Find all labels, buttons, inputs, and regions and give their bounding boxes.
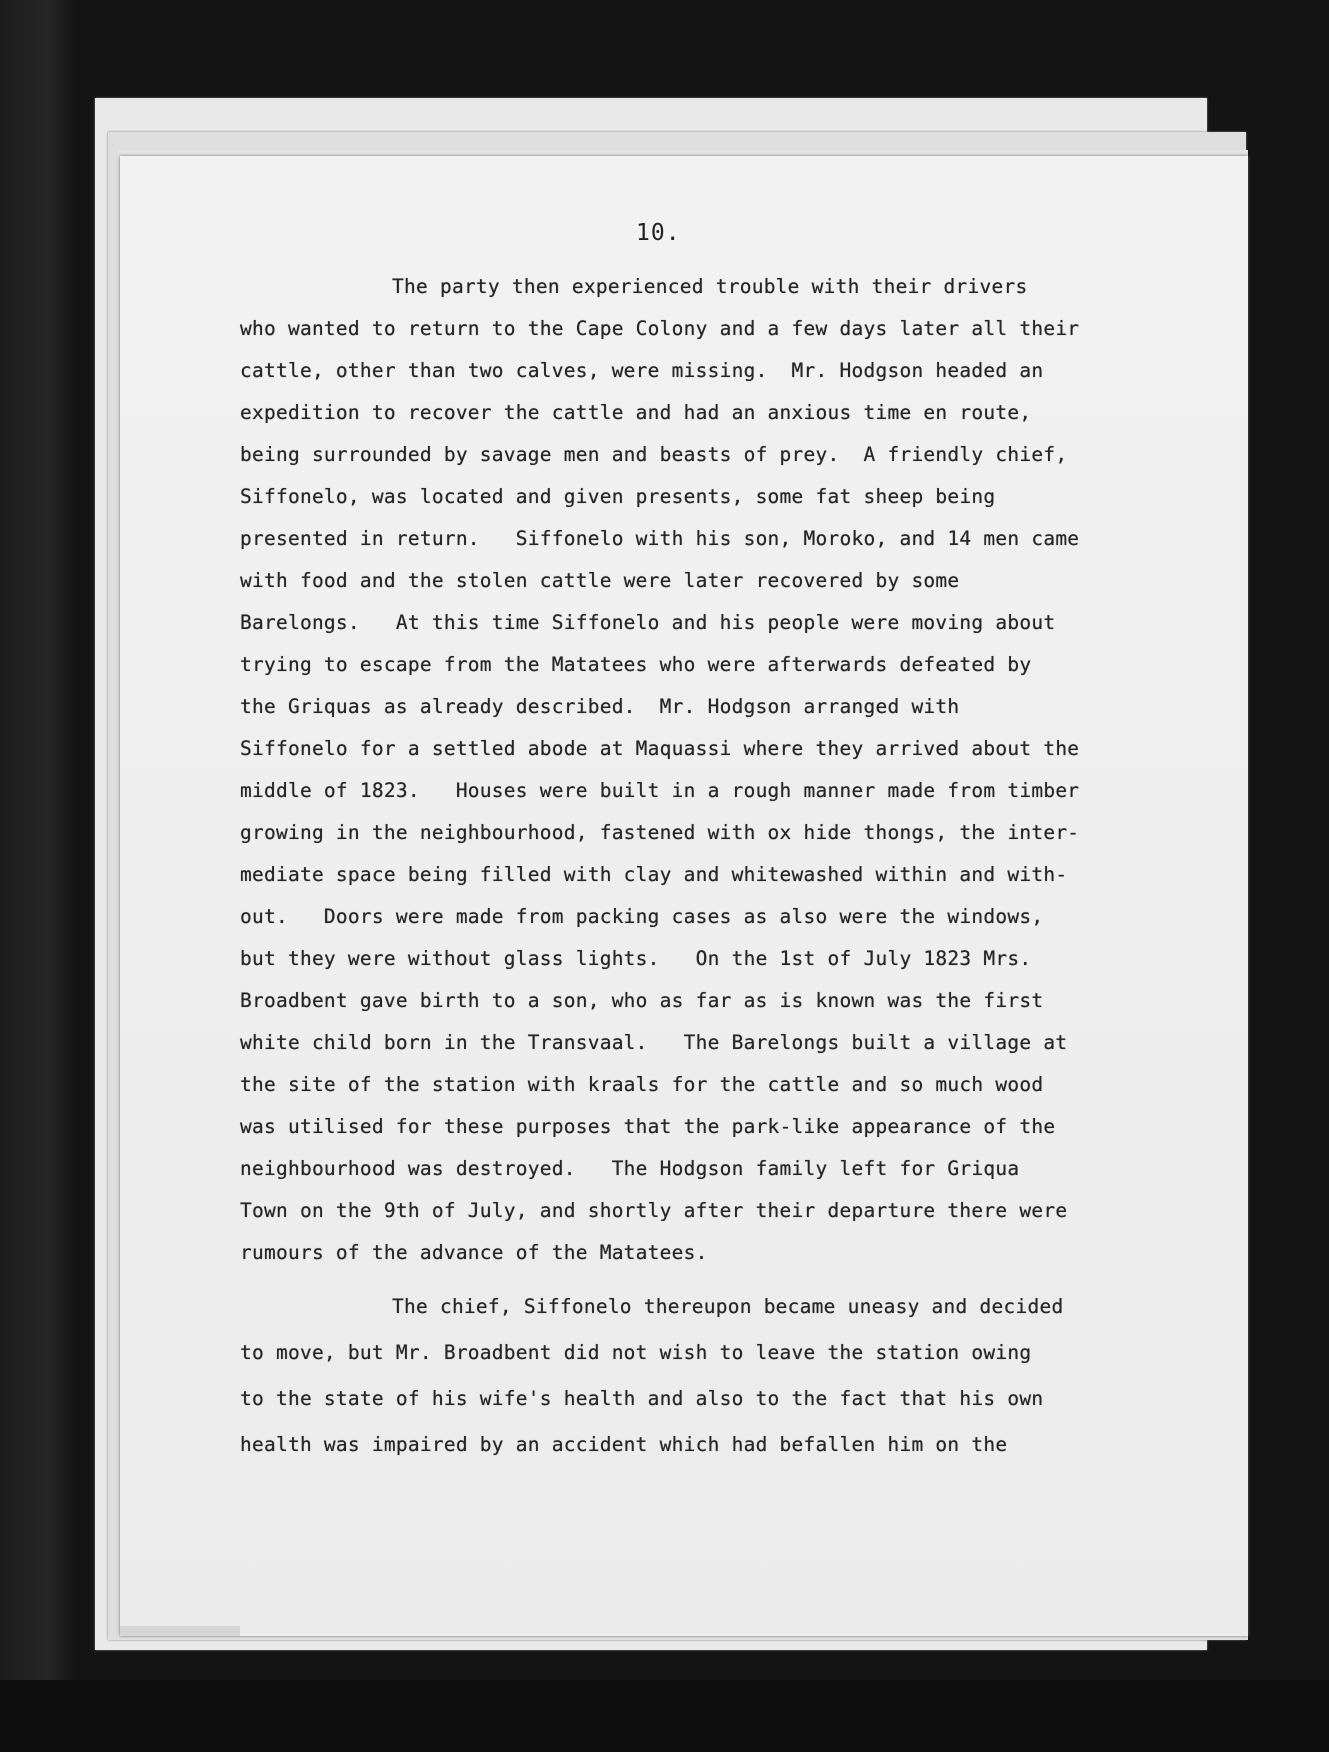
page-edge-stain (120, 1626, 240, 1636)
text-line: neighbourhood was destroyed. The Hodgson family left for Griqua (240, 1157, 1020, 1180)
text-line: Siffonelo for a settled abode at Maquassi where they arrived about the (240, 737, 1080, 760)
text-line: white child born in the Transvaal. The Barelongs built a village at (240, 1031, 1068, 1054)
typewritten-page (120, 156, 1248, 1636)
text-line: Broadbent gave birth to a son, who as far as is known was the first (240, 989, 1044, 1012)
text-line: mediate space being filled with clay and whitewashed within and with- (240, 863, 1068, 886)
text-line: being surrounded by savage men and beasts of prey. A friendly chief, (240, 443, 1068, 466)
text-line: Town on the 9th of July, and shortly after their departure there were (240, 1199, 1068, 1222)
text-line: out. Doors were made from packing cases as also were the windows, (240, 905, 1044, 928)
text-line: middle of 1823. Houses were built in a rough manner made from timber (240, 779, 1080, 802)
page-number: 10. (636, 220, 681, 246)
text-line: The party then experienced trouble with their drivers (392, 275, 1028, 298)
text-line: health was impaired by an accident which had befallen him on the (240, 1433, 1008, 1456)
text-line: Barelongs. At this time Siffonelo and his people were moving about (240, 611, 1056, 634)
text-line: the site of the station with kraals for the cattle and so much wood (240, 1073, 1044, 1096)
text-line: but they were without glass lights. On the 1st of July 1823 Mrs. (240, 947, 1032, 970)
text-line: presented in return. Siffonelo with his son, Moroko, and 14 men came (240, 527, 1080, 550)
text-line: cattle, other than two calves, were missing. Mr. Hodgson headed an (240, 359, 1044, 382)
text-line: growing in the neighbourhood, fastened with ox hide thongs, the inter- (240, 821, 1080, 844)
text-line: the Griquas as already described. Mr. Hodgson arranged with (240, 695, 960, 718)
text-line: trying to escape from the Matatees who were afterwards defeated by (240, 653, 1032, 676)
text-line: to the state of his wife's health and also to the fact that his own (240, 1387, 1044, 1410)
text-line: with food and the stolen cattle were later recovered by some (240, 569, 960, 592)
text-line: who wanted to return to the Cape Colony and a few days later all their (240, 317, 1080, 340)
text-line: rumours of the advance of the Matatees. (240, 1241, 708, 1264)
backdrop-bottom (0, 1680, 1329, 1752)
text-line: was utilised for these purposes that the park-like appearance of the (240, 1115, 1056, 1138)
text-line: to move, but Mr. Broadbent did not wish to leave the station owing (240, 1341, 1032, 1364)
text-line: expedition to recover the cattle and had an anxious time en route, (240, 401, 1032, 424)
text-line: The chief, Siffonelo thereupon became uneasy and decided (392, 1295, 1064, 1318)
backdrop-left (0, 0, 80, 1752)
text-line: Siffonelo, was located and given presents, some fat sheep being (240, 485, 996, 508)
